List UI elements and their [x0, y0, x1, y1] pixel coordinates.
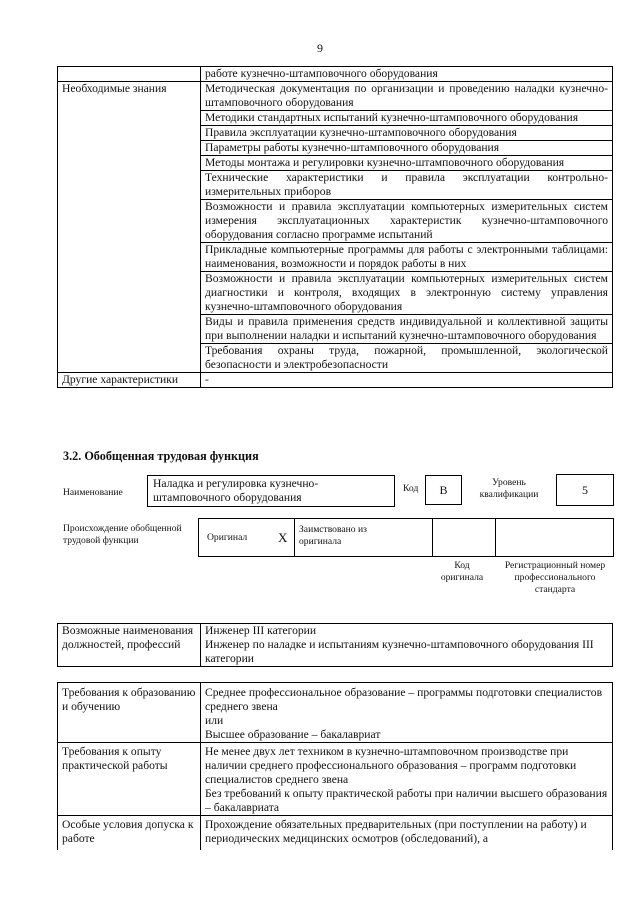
knowledge-label: Необходимые знания — [58, 82, 201, 373]
name-label: Наименование — [63, 487, 123, 498]
requirement-values — [201, 743, 613, 816]
table-row — [58, 624, 613, 667]
continuation-cell: работе кузнечно-штамповочного оборудования — [201, 67, 613, 82]
requirement-values — [201, 816, 613, 851]
original-label: Оригинал — [207, 532, 248, 543]
origin-table — [198, 518, 614, 557]
positions-label: Возможные наименования должностей, профессий — [58, 624, 201, 667]
knowledge-item: Требования охраны труда, пожарной, промышленной, экологической безопасности и электробезопасности — [201, 344, 613, 373]
level-value: 5 — [582, 483, 588, 497]
level-value-box — [556, 474, 614, 506]
table-row — [58, 82, 613, 111]
level-label: Уровень квалификации — [479, 477, 539, 500]
table-row — [58, 373, 613, 388]
knowledge-item: Виды и правила применения средств индивидуальной и коллективной защиты при выполнении наладки и испытаний кузнечно-штамповочного оборудования — [201, 315, 613, 344]
knowledge-item: Методики стандартных испытаний кузнечно-штамповочного оборудования — [201, 111, 613, 126]
table-row — [58, 743, 613, 816]
name-value-box — [147, 475, 395, 507]
borrowed-label: Заимствовано из оригинала — [299, 524, 367, 547]
reg-caption: Регистрационный номер профессионального стандарта — [504, 560, 606, 595]
requirements-table — [57, 682, 613, 850]
knowledge-item: Параметры работы кузнечно-штамповочного оборудования — [201, 141, 613, 156]
position-item: Инженер III категории — [205, 624, 317, 637]
requirement-line: Высшее образование – бакалавриат — [205, 728, 381, 741]
knowledge-item: Методы монтажа и регулировки кузнечно-штамповочного оборудования — [201, 156, 613, 171]
knowledge-table — [57, 66, 613, 388]
requirement-line: Прохождение обязательных предварительных (при поступлении на работу) и периодических медицинских осмотров (обследований), а — [205, 818, 587, 845]
requirement-line: Не менее двух лет техником в кузнечно-штамповочном производстве при наличии среднего профессионального образования – программ подготовки специалистов среднего звена — [205, 745, 577, 786]
other-value: - — [201, 373, 613, 388]
table-row — [58, 816, 613, 851]
knowledge-item: Правила эксплуатации кузнечно-штамповочного оборудования — [201, 126, 613, 141]
knowledge-item: Прикладные компьютерные программы для работы с электронными таблицами: наименования, возможности и порядок работы в них — [201, 243, 613, 272]
requirement-line: Среднее профессиональное образование – программы подготовки специалистов среднего звена — [205, 686, 603, 713]
position-item: Инженер по наладке и испытаниям кузнечно-штамповочного оборудования III категории — [205, 638, 594, 665]
page-number: 9 — [317, 41, 323, 55]
code-caption: Код оригинала — [440, 560, 484, 583]
requirement-label: Особые условия допуска к работе — [58, 816, 201, 851]
code-value-box — [425, 475, 462, 505]
code-label: Код — [403, 483, 419, 494]
knowledge-item: Возможности и правила эксплуатации компьютерных измерительных систем диагностики и контроля, входящих в электронную систему управления кузнечно-штамповочного оборудования — [201, 272, 613, 315]
origin-label: Происхождение обобщенной трудовой функции — [63, 523, 182, 546]
knowledge-item: Технические характеристики и правила эксплуатации контрольно-измерительных приборов — [201, 171, 613, 200]
name-value: Наладка и регулировка кузнечно-штамповочного оборудования — [153, 477, 319, 504]
original-mark: Х — [278, 530, 288, 545]
other-label: Другие характеристики — [58, 373, 201, 388]
requirement-values — [201, 683, 613, 743]
positions-values — [201, 624, 613, 667]
requirement-line: Без требований к опыту практической работы при наличии высшего образования – бакалавриата — [205, 787, 608, 814]
requirement-label: Требования к образованию и обучению — [58, 683, 201, 743]
knowledge-item: Методическая документация по организации и проведению наладки кузнечно-штамповочного оборудования — [201, 82, 613, 111]
section-heading: 3.2. Обобщенная трудовая функция — [63, 449, 259, 463]
requirement-label: Требования к опыту практической работы — [58, 743, 201, 816]
requirement-line: или — [205, 714, 224, 727]
positions-table — [57, 623, 613, 667]
knowledge-item: Возможности и правила эксплуатации компьютерных измерительных систем измерения эксплуатационных характеристик кузнечно-штамповочного оборудования согласно программе испытаний — [201, 200, 613, 243]
code-value: В — [439, 483, 448, 497]
table-row — [58, 683, 613, 743]
table-row — [58, 67, 613, 82]
